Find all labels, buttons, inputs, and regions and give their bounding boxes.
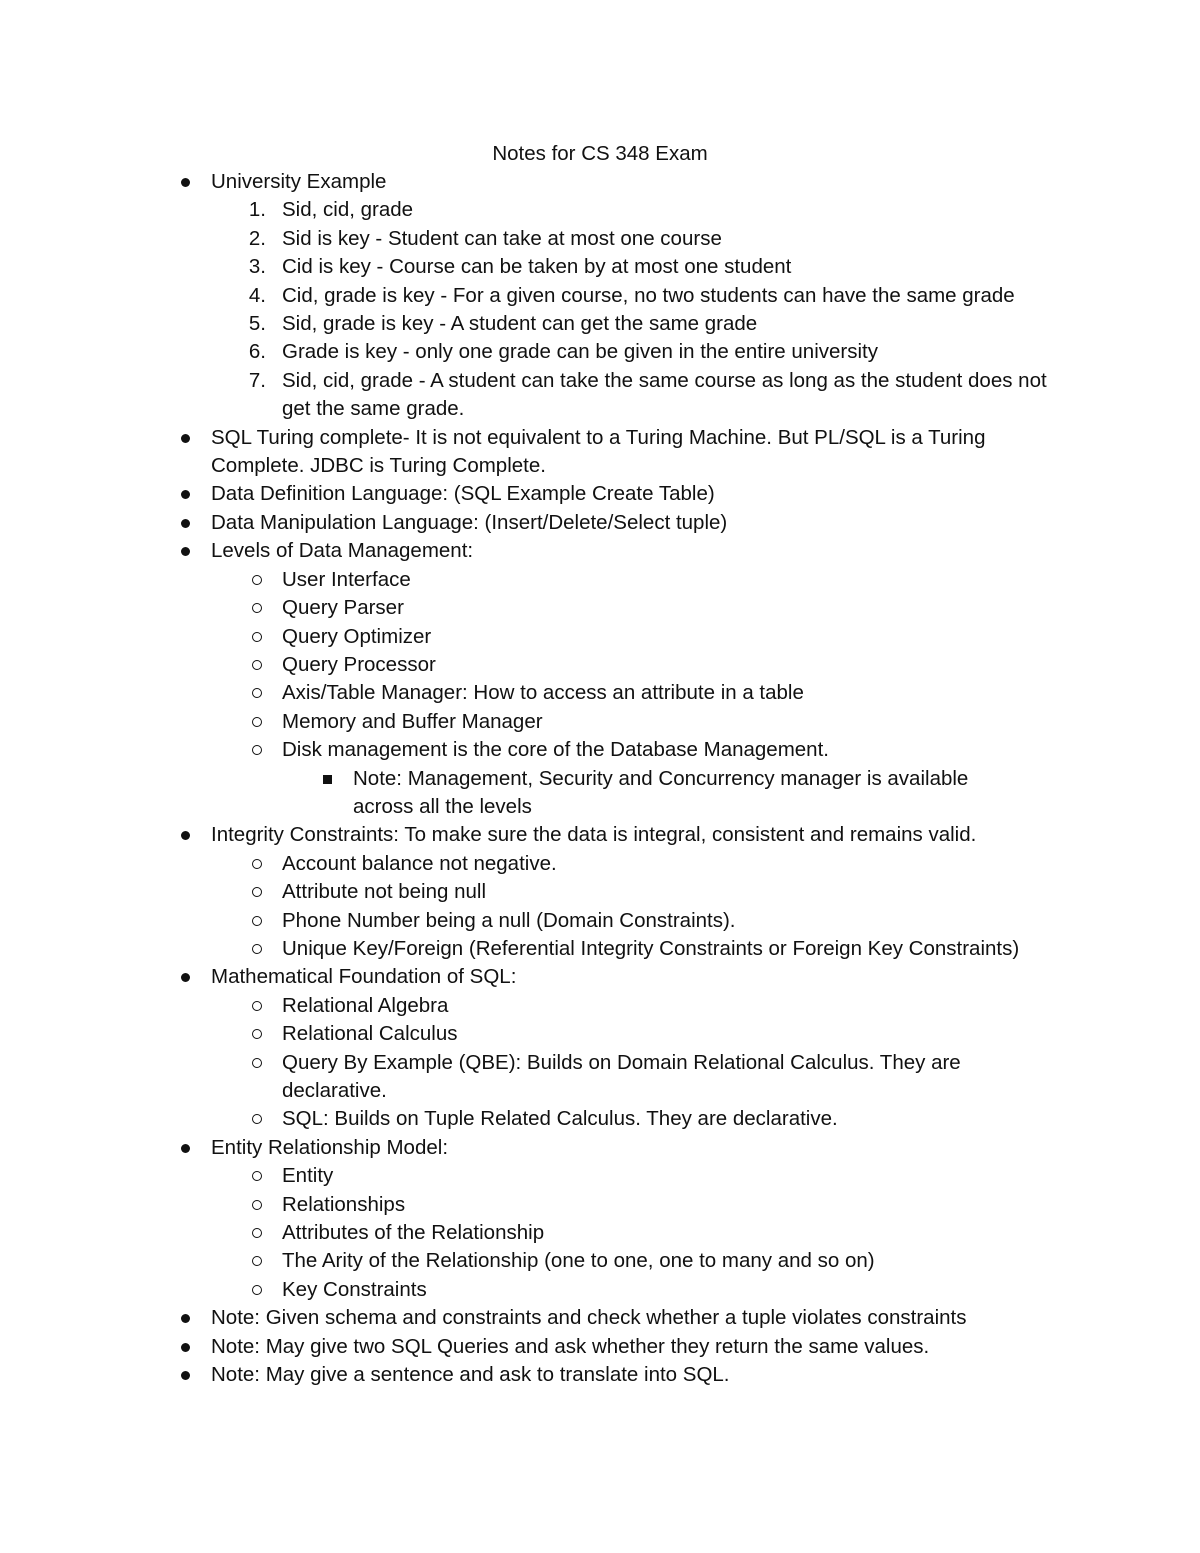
- bullet-circle-icon: [252, 745, 262, 755]
- list-item-text: Query By Example (QBE): Builds on Domain Relational Calculus. They are declarative.: [282, 1050, 961, 1102]
- list-item: [0, 225, 1200, 253]
- list-item: [0, 310, 1200, 338]
- list-item-text: The Arity of the Relationship (one to one, one to many and so on): [282, 1249, 875, 1273]
- bullet-dot-icon: [181, 1371, 190, 1380]
- list-item: [0, 1162, 1200, 1190]
- list-item-text: Integrity Constraints: To make sure the data is integral, consistent and remains valid.: [211, 823, 977, 847]
- list-item-text: Sid is key - Student can take at most one course: [282, 226, 722, 250]
- list-item-text: Note: Given schema and constraints and check whether a tuple violates constraints: [211, 1306, 967, 1330]
- list-item-text: Query Processor: [282, 652, 436, 676]
- list-item: [0, 537, 1200, 565]
- bullet-circle-icon: [252, 1001, 262, 1011]
- bullet-circle-icon: [252, 575, 262, 585]
- bullet-dot-icon: [181, 1314, 190, 1323]
- list-item-text: Sid, cid, grade - A student can take the same course as long as the student does not get the same grade.: [282, 368, 1047, 421]
- bullet-dot-icon: [181, 1343, 190, 1352]
- list-item-text: Unique Key/Foreign (Referential Integrity Constraints or Foreign Key Constraints): [282, 936, 1020, 960]
- bullet-circle-icon: [252, 717, 262, 727]
- list-item: [0, 1219, 1200, 1247]
- list-item-text: Attributes of the Relationship: [282, 1221, 545, 1245]
- bullet-dot-icon: [181, 490, 190, 499]
- list-item: [0, 1333, 1200, 1361]
- list-item: [0, 196, 1200, 224]
- list-item: [0, 1134, 1200, 1162]
- bullet-dot-icon: [181, 973, 190, 982]
- list-number-label: 1.: [248, 198, 266, 222]
- list-item-text: Levels of Data Management:: [211, 539, 474, 563]
- list-item: [0, 1049, 1200, 1106]
- list-item: [0, 1361, 1200, 1389]
- list-item-text: Memory and Buffer Manager: [282, 709, 543, 733]
- list-item: [0, 282, 1200, 310]
- bullet-circle-icon: [252, 887, 262, 897]
- bullet-circle-icon: [252, 1058, 262, 1068]
- page-title: Notes for CS 348 Exam: [492, 142, 708, 165]
- list-number-label: 5.: [248, 312, 266, 336]
- list-item-text: Note: May give two SQL Queries and ask whether they return the same values.: [211, 1334, 930, 1358]
- bullet-circle-icon: [252, 1029, 262, 1039]
- list-item: [0, 1105, 1200, 1133]
- bullet-circle-icon: [252, 1228, 262, 1238]
- bullet-circle-icon: [252, 1171, 262, 1181]
- bullet-circle-icon: [252, 1200, 262, 1210]
- list-item-text: Disk management is the core of the Database Management.: [282, 738, 829, 762]
- list-item: [0, 480, 1200, 508]
- bullet-circle-icon: [252, 859, 262, 869]
- list-item: [0, 850, 1200, 878]
- list-item: [0, 1304, 1200, 1332]
- list-item-text: Attribute not being null: [282, 880, 486, 904]
- list-number-label: 2.: [248, 226, 266, 250]
- bullet-dot-icon: [181, 831, 190, 840]
- list-item-text: Relational Algebra: [282, 993, 449, 1017]
- list-item-text: SQL: Builds on Tuple Related Calculus. They are declarative.: [282, 1107, 838, 1131]
- list-item: [0, 679, 1200, 707]
- list-item-text: Data Definition Language: (SQL Example Create Table): [211, 482, 715, 506]
- list-item: [0, 907, 1200, 935]
- list-item: [0, 765, 1200, 822]
- list-item-text: Data Manipulation Language: (Insert/Delete/Select tuple): [211, 510, 728, 534]
- list-item: [0, 736, 1200, 764]
- list-item: [0, 566, 1200, 594]
- bullet-circle-icon: [252, 1256, 262, 1266]
- list-item-text: Cid, grade is key - For a given course, no two students can have the same grade: [282, 283, 1015, 307]
- list-item-text: Query Parser: [282, 596, 404, 620]
- list-item-text: Cid is key - Course can be taken by at most one student: [282, 255, 792, 279]
- list-item-text: Axis/Table Manager: How to access an attribute in a table: [282, 681, 804, 705]
- list-number-label: 6.: [248, 340, 266, 364]
- list-item: [0, 1191, 1200, 1219]
- list-item-text: Note: Management, Security and Concurrency manager is available across all the levels: [353, 766, 969, 818]
- list-item-text: Entity: [282, 1164, 334, 1188]
- list-item: [0, 878, 1200, 906]
- bullet-circle-icon: [252, 632, 262, 642]
- bullet-circle-icon: [252, 603, 262, 613]
- list-item-text: Query Optimizer: [282, 624, 432, 648]
- list-item-text: SQL Turing complete- It is not equivalent to a Turing Machine. But PL/SQL is a Turing Complete. JDBC is Turing Complete.: [211, 425, 986, 478]
- list-item: [0, 992, 1200, 1020]
- bullet-dot-icon: [181, 1144, 190, 1153]
- list-item-text: Key Constraints: [282, 1277, 427, 1301]
- bullet-circle-icon: [252, 944, 262, 954]
- list-item: [0, 594, 1200, 622]
- list-item: [0, 963, 1200, 991]
- list-item: [0, 424, 1200, 481]
- list-item: [0, 708, 1200, 736]
- list-item-text: Relationships: [282, 1192, 406, 1216]
- list-item: [0, 1276, 1200, 1304]
- list-item: [0, 651, 1200, 679]
- bullet-dot-icon: [181, 178, 190, 187]
- bullet-square-icon: [323, 775, 332, 784]
- list-item: [0, 509, 1200, 537]
- list-item-text: Sid, grade is key - A student can get the same grade: [282, 312, 758, 336]
- bullet-circle-icon: [252, 660, 262, 670]
- list-item-text: University Example: [211, 170, 387, 193]
- bullet-dot-icon: [181, 547, 190, 556]
- list-item: [0, 623, 1200, 651]
- list-number-label: 3.: [248, 255, 266, 279]
- bullet-dot-icon: [181, 519, 190, 528]
- list-item: [0, 338, 1200, 366]
- list-item-text: Account balance not negative.: [282, 851, 557, 875]
- bullet-dot-icon: [181, 434, 190, 443]
- list-number-label: 4.: [248, 283, 266, 307]
- list-item-text: User Interface: [282, 567, 411, 591]
- list-number-label: 7.: [248, 368, 266, 392]
- list-item: [0, 935, 1200, 963]
- list-item-text: Grade is key - only one grade can be given in the entire university: [282, 340, 878, 364]
- list-item-text: Sid, cid, grade: [282, 198, 414, 222]
- list-item: [0, 168, 1200, 196]
- list-item-text: Entity Relationship Model:: [211, 1135, 449, 1159]
- list-item-text: Phone Number being a null (Domain Constraints).: [282, 908, 736, 932]
- notes-outline: [0, 168, 1200, 1389]
- list-item: [0, 821, 1200, 849]
- list-item: [0, 1247, 1200, 1275]
- bullet-circle-icon: [252, 916, 262, 926]
- list-item: [0, 1020, 1200, 1048]
- bullet-circle-icon: [252, 688, 262, 698]
- list-item: [0, 367, 1200, 424]
- list-item-text: Note: May give a sentence and ask to translate into SQL.: [211, 1363, 730, 1387]
- list-item: [0, 253, 1200, 281]
- list-item-text: Mathematical Foundation of SQL:: [211, 965, 517, 989]
- bullet-circle-icon: [252, 1285, 262, 1295]
- bullet-circle-icon: [252, 1114, 262, 1124]
- list-item-text: Relational Calculus: [282, 1022, 458, 1046]
